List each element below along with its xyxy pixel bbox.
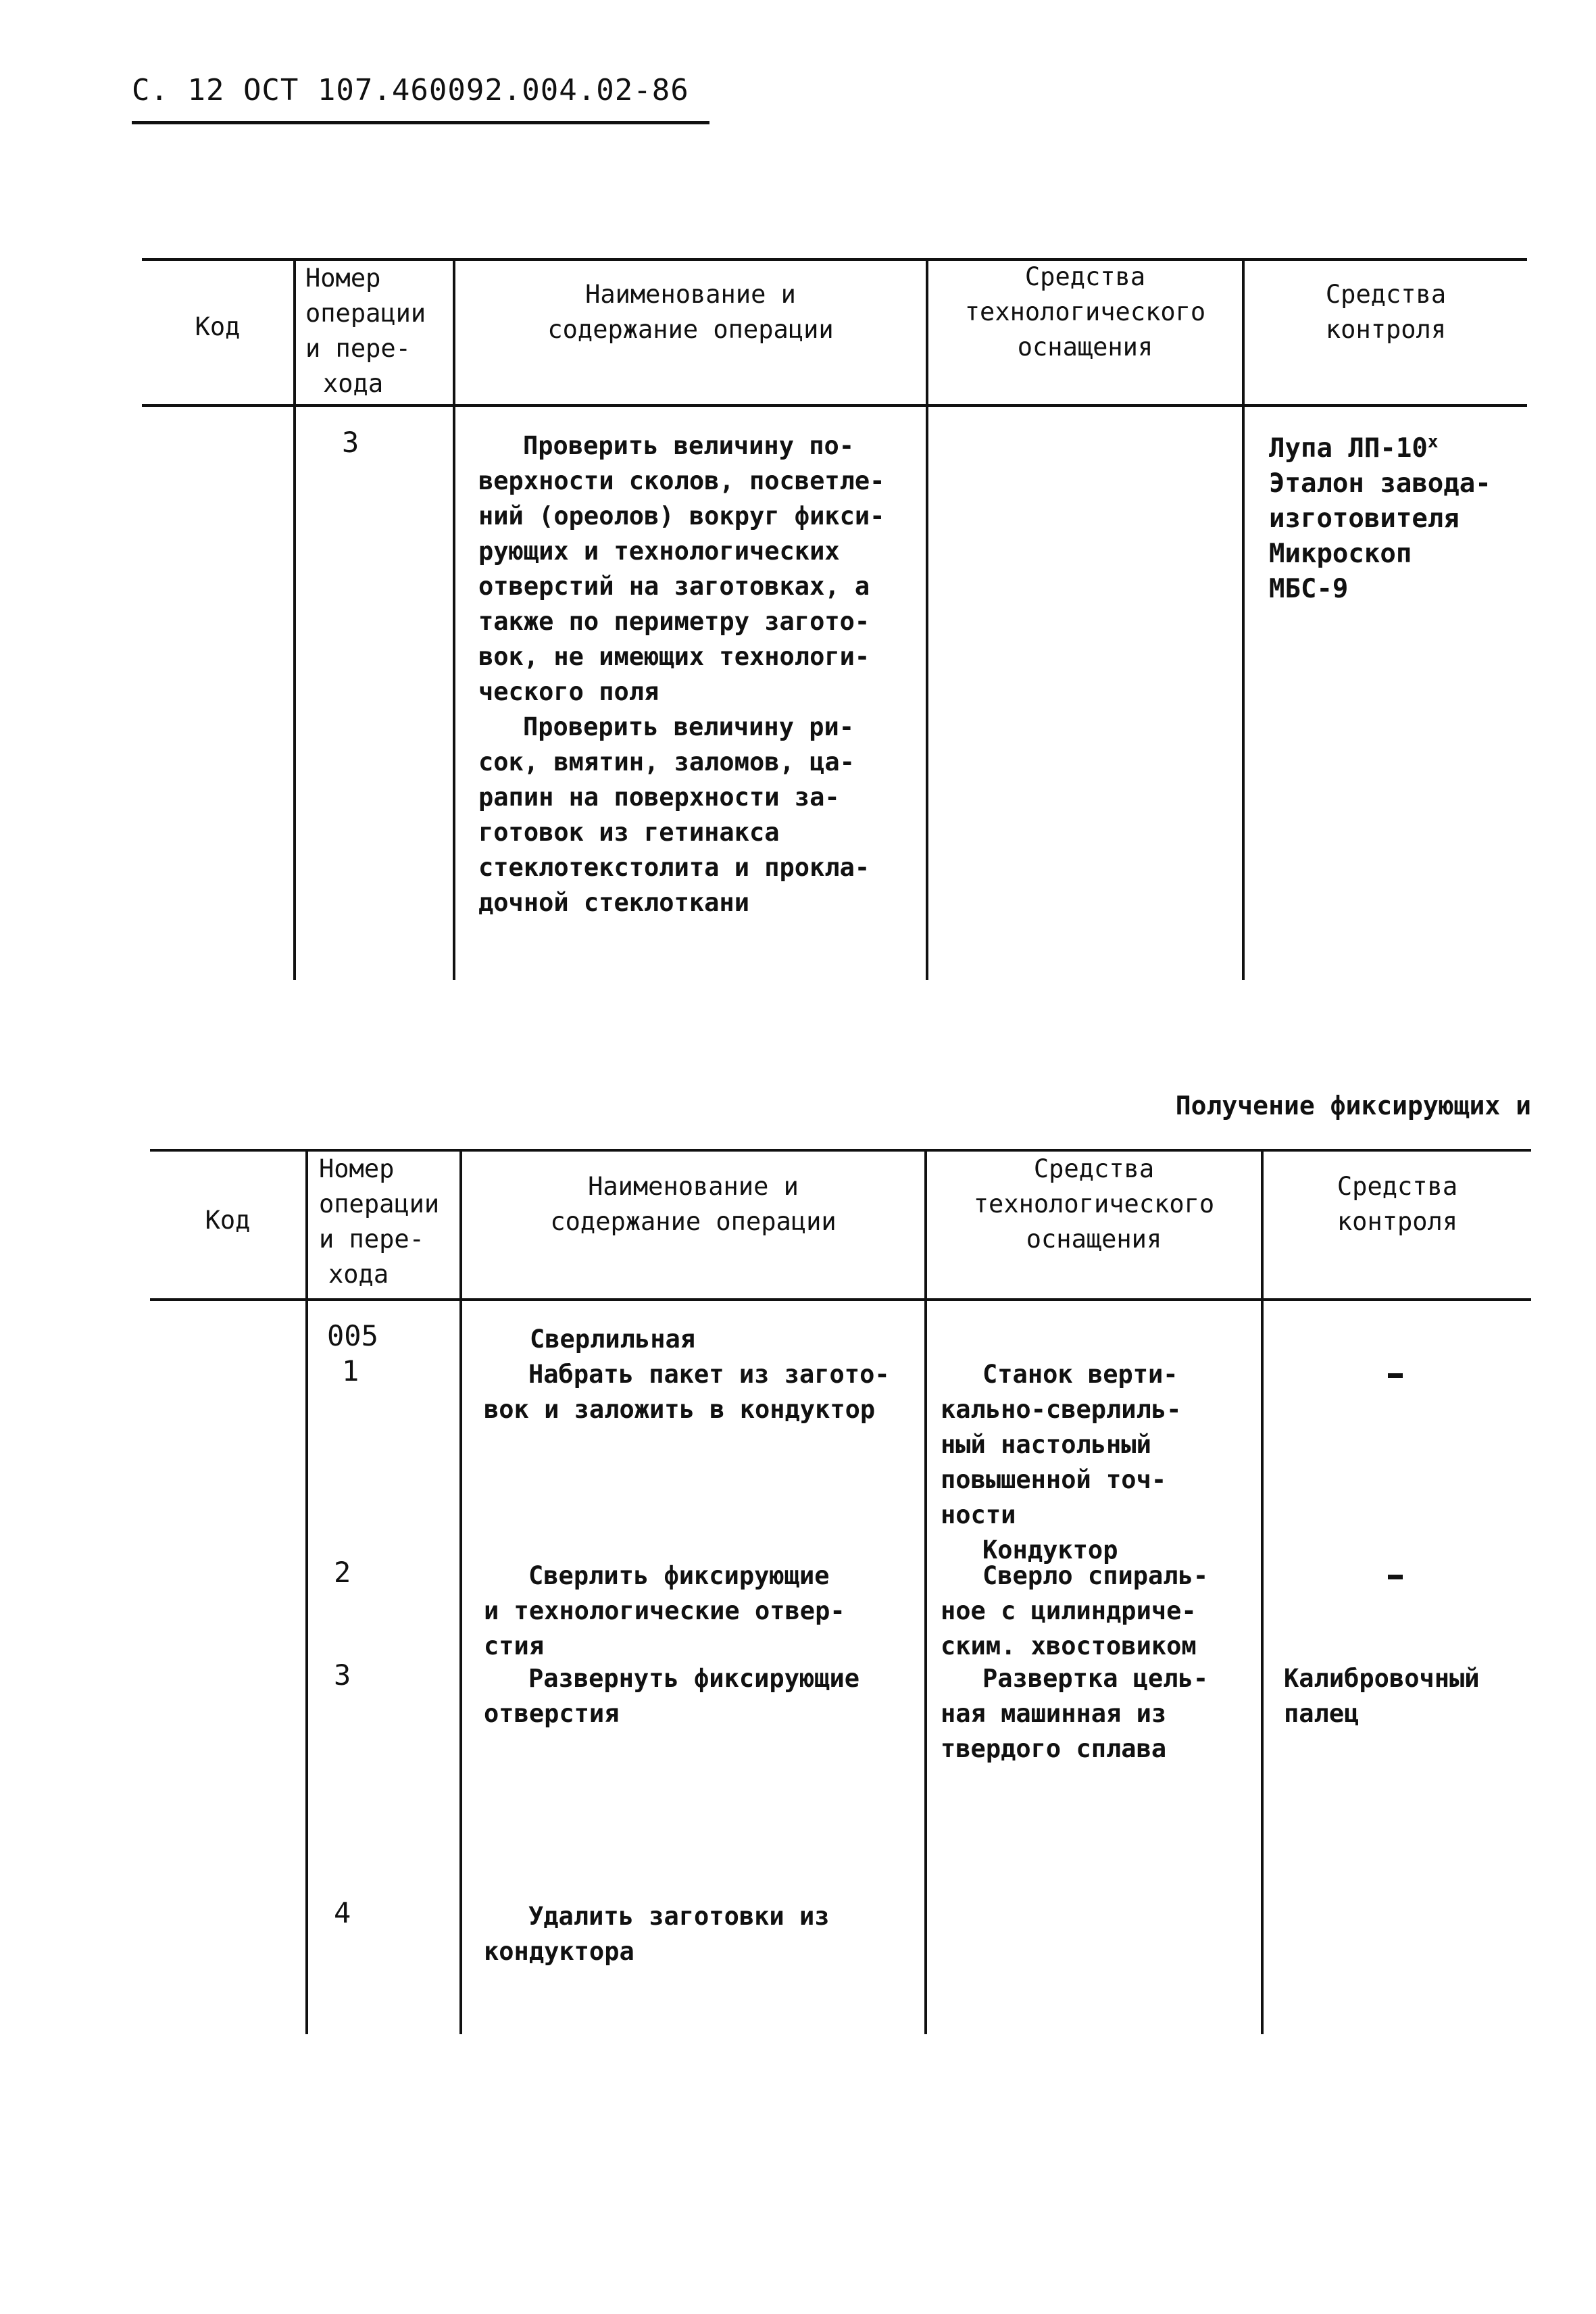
step-tech xyxy=(941,1661,1208,1767)
content-line: кондуктора xyxy=(484,1937,634,1966)
control-line xyxy=(1269,424,1491,466)
col-header-tech-line: Средства xyxy=(1024,262,1146,291)
content-line: стия xyxy=(484,1631,545,1660)
col-header-tech xyxy=(928,260,1242,365)
col-header-control-line: контроля xyxy=(1325,315,1447,344)
tech-line: повышенной точ- xyxy=(941,1465,1167,1494)
content-line: ческого поля xyxy=(478,677,659,706)
control-dash xyxy=(1388,1575,1403,1579)
tech-line: ским. хвостовиком xyxy=(941,1631,1197,1660)
tech-line: Станок верти- xyxy=(982,1360,1178,1389)
step-content xyxy=(484,1357,890,1427)
col-header-nomer-line: Номер xyxy=(319,1154,395,1183)
content-line: рующих и технологических xyxy=(478,537,840,566)
control-line: палец xyxy=(1284,1699,1360,1728)
table2-col-divider xyxy=(924,1149,927,2034)
content-line: и технологические отвер- xyxy=(484,1596,845,1625)
control-line: Микроскоп xyxy=(1269,539,1412,569)
col-header-nomer-line: хода xyxy=(323,369,384,398)
step-number: 2 xyxy=(334,1556,351,1589)
col-header-nomer-line: хода xyxy=(328,1260,389,1289)
col-header-naim-line: содержание операции xyxy=(550,1207,837,1236)
step-content xyxy=(484,1661,859,1731)
control-line: изготовителя xyxy=(1269,503,1460,534)
col-header-nomer-line: и пере- xyxy=(319,1225,424,1254)
col-header-nomer-line: операции xyxy=(305,299,426,328)
col-header-nomer-line: и пере- xyxy=(305,334,411,363)
step-number: 3 xyxy=(334,1658,351,1692)
header-underline xyxy=(132,121,709,124)
operation-code: 005 xyxy=(327,1319,378,1352)
tech-line: ный настольный xyxy=(941,1430,1151,1459)
table2-col-divider xyxy=(459,1149,462,2034)
step-number: 1 xyxy=(342,1354,359,1387)
control-means xyxy=(1269,424,1491,607)
col-header-naim-line: Наименование и xyxy=(585,280,796,309)
operation-content xyxy=(478,428,884,920)
col-header-naim xyxy=(455,277,926,347)
content-line: сок, вмятин, заломов, ца- xyxy=(478,747,855,777)
table2-col-divider xyxy=(305,1149,308,2034)
page-header: С. 12 ОСТ 107.460092.004.02-86 xyxy=(132,73,689,107)
tech-line: ное с цилиндриче- xyxy=(941,1596,1197,1625)
step-control xyxy=(1284,1661,1480,1731)
content-line: отверстия xyxy=(484,1699,620,1728)
control-line: Эталон завода- xyxy=(1269,468,1491,499)
col-header-tech xyxy=(927,1152,1261,1257)
table1-header-rule xyxy=(142,404,1527,407)
col-header-tech-line: оснащения xyxy=(1026,1225,1162,1254)
operation-name: Сверлильная xyxy=(530,1325,696,1354)
col-header-naim-line: содержание операции xyxy=(547,315,834,344)
tech-line: ности xyxy=(941,1500,1016,1529)
control-line: Калибровочный xyxy=(1284,1664,1480,1693)
tech-line: Сверло спираль- xyxy=(982,1561,1209,1590)
control-lupa-sup: х xyxy=(1427,432,1439,452)
col-header-kod: Код xyxy=(205,1206,251,1235)
col-header-tech-line: Средства xyxy=(1033,1154,1155,1183)
col-header-control-line: контроля xyxy=(1337,1207,1458,1236)
table2-col-divider xyxy=(1261,1149,1264,2034)
table2-header-rule xyxy=(150,1298,1531,1301)
col-header-control-line: Средства xyxy=(1325,280,1447,309)
content-line: рапин на поверхности за- xyxy=(478,783,840,812)
content-line: вок и заложить в кондуктор xyxy=(484,1395,876,1424)
col-header-nomer-line: Номер xyxy=(305,264,381,293)
section-caption: Получение фиксирующих и xyxy=(1175,1091,1531,1121)
content-line: дочной стеклоткани xyxy=(478,888,749,917)
content-line: Удалить заготовки из xyxy=(528,1902,830,1931)
tech-line: кально-сверлиль- xyxy=(941,1395,1182,1424)
content-line: Развернуть фиксирующие xyxy=(528,1664,860,1693)
content-line: Проверить величину ри- xyxy=(523,712,855,741)
content-line: верхности сколов, посветле- xyxy=(478,466,885,495)
col-header-nomer xyxy=(305,261,447,401)
control-lupa: Лупа ЛП-10 xyxy=(1269,433,1428,464)
content-line: Набрать пакет из загото- xyxy=(528,1360,890,1389)
tech-line: ная машинная из xyxy=(941,1699,1167,1728)
col-header-tech-line: технологического xyxy=(973,1189,1215,1218)
step-number: 3 xyxy=(342,426,359,459)
control-dash xyxy=(1388,1373,1403,1378)
step-content xyxy=(484,1558,845,1664)
step-tech xyxy=(941,1357,1181,1568)
step-tech xyxy=(941,1558,1208,1664)
content-line: также по периметру загото- xyxy=(478,607,870,636)
step-content xyxy=(484,1899,830,1969)
content-line: Сверлить фиксирующие xyxy=(528,1561,830,1590)
tech-line: Развертка цель- xyxy=(982,1664,1209,1693)
control-line: МБС-9 xyxy=(1269,574,1349,604)
content-line: отверстий на заготовках, а xyxy=(478,572,870,601)
col-header-control xyxy=(1264,1169,1531,1239)
col-header-nomer-line: операции xyxy=(319,1189,440,1218)
step-number: 4 xyxy=(334,1896,351,1929)
col-header-control xyxy=(1245,277,1527,347)
table1-col-divider xyxy=(926,258,928,980)
tech-line: твердого сплава xyxy=(941,1734,1167,1763)
col-header-naim xyxy=(462,1169,924,1239)
content-line: ний (ореолов) вокруг фикси- xyxy=(478,501,885,531)
col-header-tech-line: оснащения xyxy=(1017,333,1153,362)
col-header-nomer xyxy=(319,1152,458,1292)
table1-col-divider xyxy=(453,258,455,980)
col-header-tech-line: технологического xyxy=(964,297,1206,326)
tech-line: Кондуктор xyxy=(982,1535,1118,1565)
col-header-naim-line: Наименование и xyxy=(588,1172,799,1201)
content-line: готовок из гетинакса xyxy=(478,818,780,847)
table1-col-divider xyxy=(1242,258,1245,980)
content-line: стеклотекстолита и прокла- xyxy=(478,853,870,882)
content-line: вок, не имеющих технологи- xyxy=(478,642,870,671)
col-header-kod: Код xyxy=(195,312,241,341)
col-header-control-line: Средства xyxy=(1337,1172,1458,1201)
table1-col-divider xyxy=(293,258,296,980)
content-line: Проверить величину по- xyxy=(523,431,855,460)
